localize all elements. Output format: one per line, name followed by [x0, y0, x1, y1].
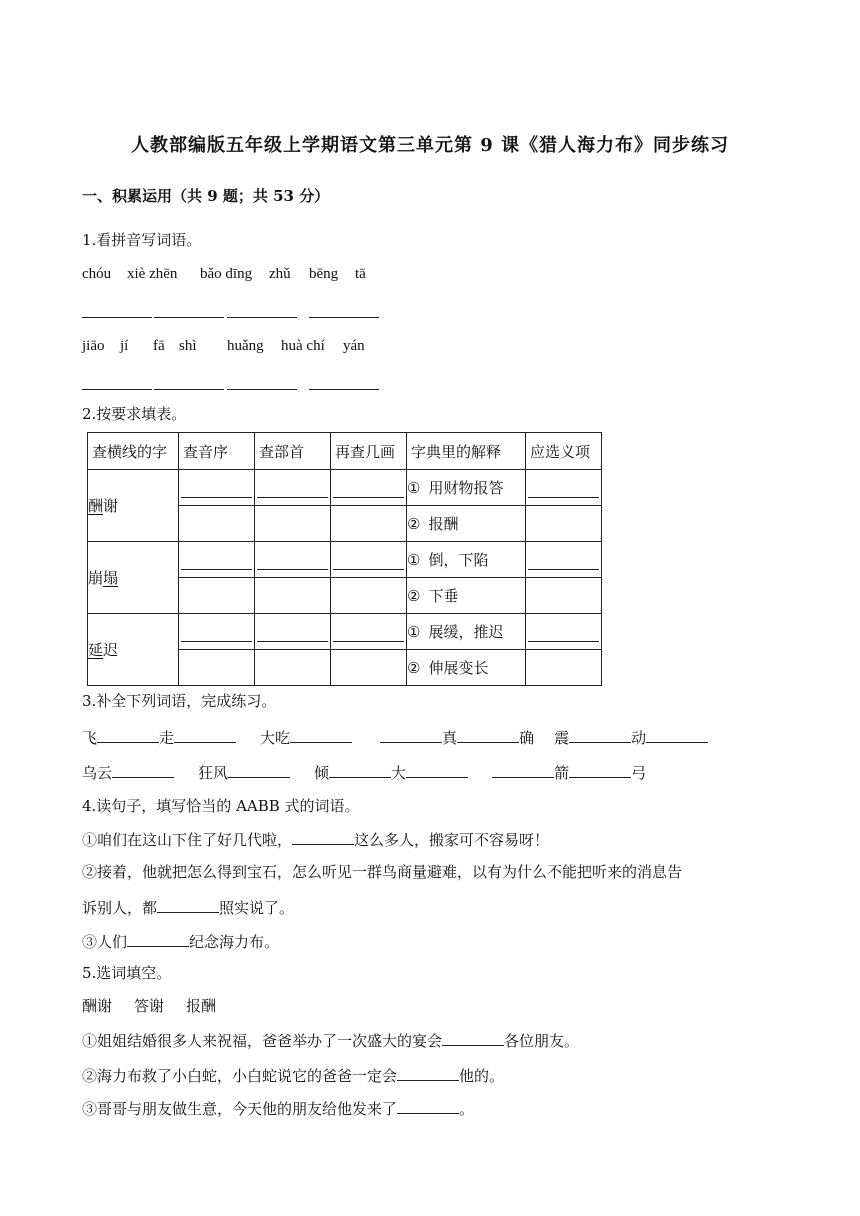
idiom-char: 箭: [554, 764, 570, 782]
q1-pinyin-2: xiè zhēn: [127, 266, 178, 282]
answer-cell[interactable]: [255, 614, 331, 650]
idiom-char: 震: [554, 729, 570, 747]
answer-cell[interactable]: [179, 614, 255, 650]
q1-pinyin-4: zhǔ: [269, 266, 291, 282]
answer-cell[interactable]: [179, 578, 255, 614]
idiom-char: 弓: [631, 764, 647, 782]
q1-pinyin-10: shì: [179, 338, 197, 354]
q1-pinyin-11: huǎng: [227, 338, 264, 354]
q3-line-1: [82, 726, 708, 748]
underlined-char: 酬: [88, 497, 104, 515]
idiom-blank[interactable]: [646, 726, 708, 743]
answer-cell[interactable]: [331, 506, 407, 542]
definition-2: ② 下垂: [407, 578, 526, 614]
idiom-blank[interactable]: [569, 726, 631, 743]
page-title: 人教部编版五年级上学期语文第三单元第 9 课《猎人海力布》同步练习: [130, 135, 730, 156]
q1-answer-blank[interactable]: [82, 389, 152, 390]
table-header: 再查几画: [331, 433, 407, 470]
q1-answer-blank[interactable]: [154, 317, 224, 318]
answer-cell[interactable]: [179, 542, 255, 578]
section-heading: 一、积累运用（共 9 题；共 53 分）: [82, 187, 330, 205]
definition-1: ① 倒，下陷: [407, 542, 526, 578]
answer-cell[interactable]: [331, 650, 407, 686]
q5-sentence-2: ②海力布救了小白蛇，小白蛇说它的爸爸一定会 他的。: [82, 1064, 504, 1086]
q1-pinyin-6: tā: [355, 266, 366, 282]
answer-cell[interactable]: [331, 542, 407, 578]
q1-pinyin-5: bēng: [309, 266, 339, 282]
definition-1: ① 展缓，推迟: [407, 614, 526, 650]
q1-pinyin-1: chóu: [82, 266, 112, 282]
table-header: 应选义项: [526, 433, 602, 470]
q1-prompt: 1.看拼音写词语。: [82, 231, 202, 249]
answer-cell[interactable]: [255, 578, 331, 614]
idiom-blank[interactable]: [290, 726, 352, 743]
fill-blank[interactable]: [157, 896, 219, 913]
idiom-blank[interactable]: [97, 726, 159, 743]
idiom-char: 飞: [82, 729, 98, 747]
dictionary-table: [87, 432, 602, 686]
table-row: [88, 614, 602, 650]
q1-answer-blank[interactable]: [82, 317, 152, 318]
q3-line-2: [82, 761, 646, 783]
q4-sentence-3: ③人们 纪念海力布。: [82, 930, 279, 952]
q5-sentence-3: ③哥哥与朋友做生意，今天他的朋友给他发来了 。: [82, 1097, 474, 1119]
idiom-char: 大: [391, 764, 407, 782]
word-option: 酬谢: [82, 997, 113, 1015]
table-header-row: [88, 433, 602, 470]
fill-blank[interactable]: [397, 1097, 459, 1114]
idiom-blank[interactable]: [492, 761, 554, 778]
word-rest: 崩: [88, 569, 104, 587]
q1-pinyin-12: huà chí: [281, 338, 325, 354]
answer-cell[interactable]: [331, 578, 407, 614]
underlined-char: 塌: [103, 569, 119, 587]
q5-options: [82, 996, 216, 1016]
idiom-blank[interactable]: [380, 726, 442, 743]
q1-pinyin-7: jiāo: [82, 338, 105, 354]
fill-blank[interactable]: [397, 1064, 459, 1081]
idiom-blank[interactable]: [569, 761, 631, 778]
definition-1: ① 用财物报答: [407, 470, 526, 506]
q1-pinyin-9: fā: [153, 338, 165, 354]
underlined-char: 延: [88, 641, 104, 659]
answer-cell[interactable]: [255, 506, 331, 542]
answer-cell[interactable]: [179, 650, 255, 686]
idiom-blank[interactable]: [457, 726, 519, 743]
definition-2: ② 伸展变长: [407, 650, 526, 686]
idiom-blank[interactable]: [174, 726, 236, 743]
idiom-blank[interactable]: [329, 761, 391, 778]
idiom-blank[interactable]: [228, 761, 290, 778]
q4-sentence-1: ①咱们在这山下住了好几代啦， 这么多人，搬家可不容易呀！: [82, 828, 549, 850]
word-option: 报酬: [186, 997, 217, 1015]
answer-cell[interactable]: [255, 650, 331, 686]
word-option: 答谢: [134, 997, 165, 1015]
idiom-char: 倾: [314, 764, 330, 782]
word-rest: 谢: [103, 497, 119, 515]
target-word: [88, 614, 179, 686]
table-header: 字典里的解释: [407, 433, 526, 470]
q3-prompt: 3.补全下列词语，完成练习。: [82, 692, 277, 710]
answer-cell[interactable]: [331, 470, 407, 506]
q1-answer-blank[interactable]: [309, 389, 379, 390]
answer-cell[interactable]: [255, 470, 331, 506]
definition-2: ② 报酬: [407, 506, 526, 542]
word-rest: 迟: [103, 641, 119, 659]
idiom-char: 狂风: [198, 764, 229, 782]
idiom-char: 动: [631, 729, 647, 747]
idiom-char: 乌云: [82, 764, 113, 782]
idiom-char: 确: [519, 729, 535, 747]
q1-pinyin-3: bǎo dīng: [200, 266, 253, 282]
answer-cell[interactable]: [526, 470, 602, 506]
answer-cell[interactable]: [526, 614, 602, 650]
q1-pinyin-8: jí: [120, 338, 129, 354]
table-row: [88, 542, 602, 578]
idiom-char: 大吃: [260, 729, 291, 747]
q1-answer-blank[interactable]: [309, 317, 379, 318]
answer-cell[interactable]: [179, 470, 255, 506]
q5-sentence-1: ①姐姐结婚很多人来祝福，爸爸举办了一次盛大的宴会 各位朋友。: [82, 1029, 579, 1051]
answer-cell[interactable]: [526, 578, 602, 614]
q4-sentence-2: ②接着，他就把怎么得到宝石，怎么听见一群鸟商量避难，以有为什么不能把听来的消息告: [82, 863, 683, 881]
table-row: [88, 470, 602, 506]
answer-cell[interactable]: [526, 506, 602, 542]
table-header: 查部首: [255, 433, 331, 470]
answer-cell[interactable]: [331, 614, 407, 650]
q4-prompt: 4.读句子，填写恰当的 AABB 式的词语。: [82, 797, 360, 815]
fill-blank[interactable]: [292, 828, 354, 845]
idiom-char: 走: [159, 729, 175, 747]
answer-cell[interactable]: [526, 650, 602, 686]
q5-prompt: 5.选词填空。: [82, 964, 172, 982]
idiom-char: 真: [442, 729, 458, 747]
answer-cell[interactable]: [255, 542, 331, 578]
table-header: 查音序: [179, 433, 255, 470]
table-header: 查横线的字: [88, 433, 179, 470]
target-word: [88, 542, 179, 614]
fill-blank[interactable]: [127, 930, 189, 947]
q4-sentence-2-cont: 诉别人，都 照实说了。: [82, 896, 294, 918]
q1-answer-blank[interactable]: [227, 317, 297, 318]
q2-prompt: 2.按要求填表。: [82, 405, 187, 423]
answer-cell[interactable]: [526, 542, 602, 578]
idiom-blank[interactable]: [406, 761, 468, 778]
target-word: [88, 470, 179, 542]
fill-blank[interactable]: [442, 1029, 504, 1046]
idiom-blank[interactable]: [112, 761, 174, 778]
q1-pinyin-13: yán: [343, 338, 365, 354]
q1-answer-blank[interactable]: [154, 389, 224, 390]
q1-answer-blank[interactable]: [227, 389, 297, 390]
answer-cell[interactable]: [179, 506, 255, 542]
